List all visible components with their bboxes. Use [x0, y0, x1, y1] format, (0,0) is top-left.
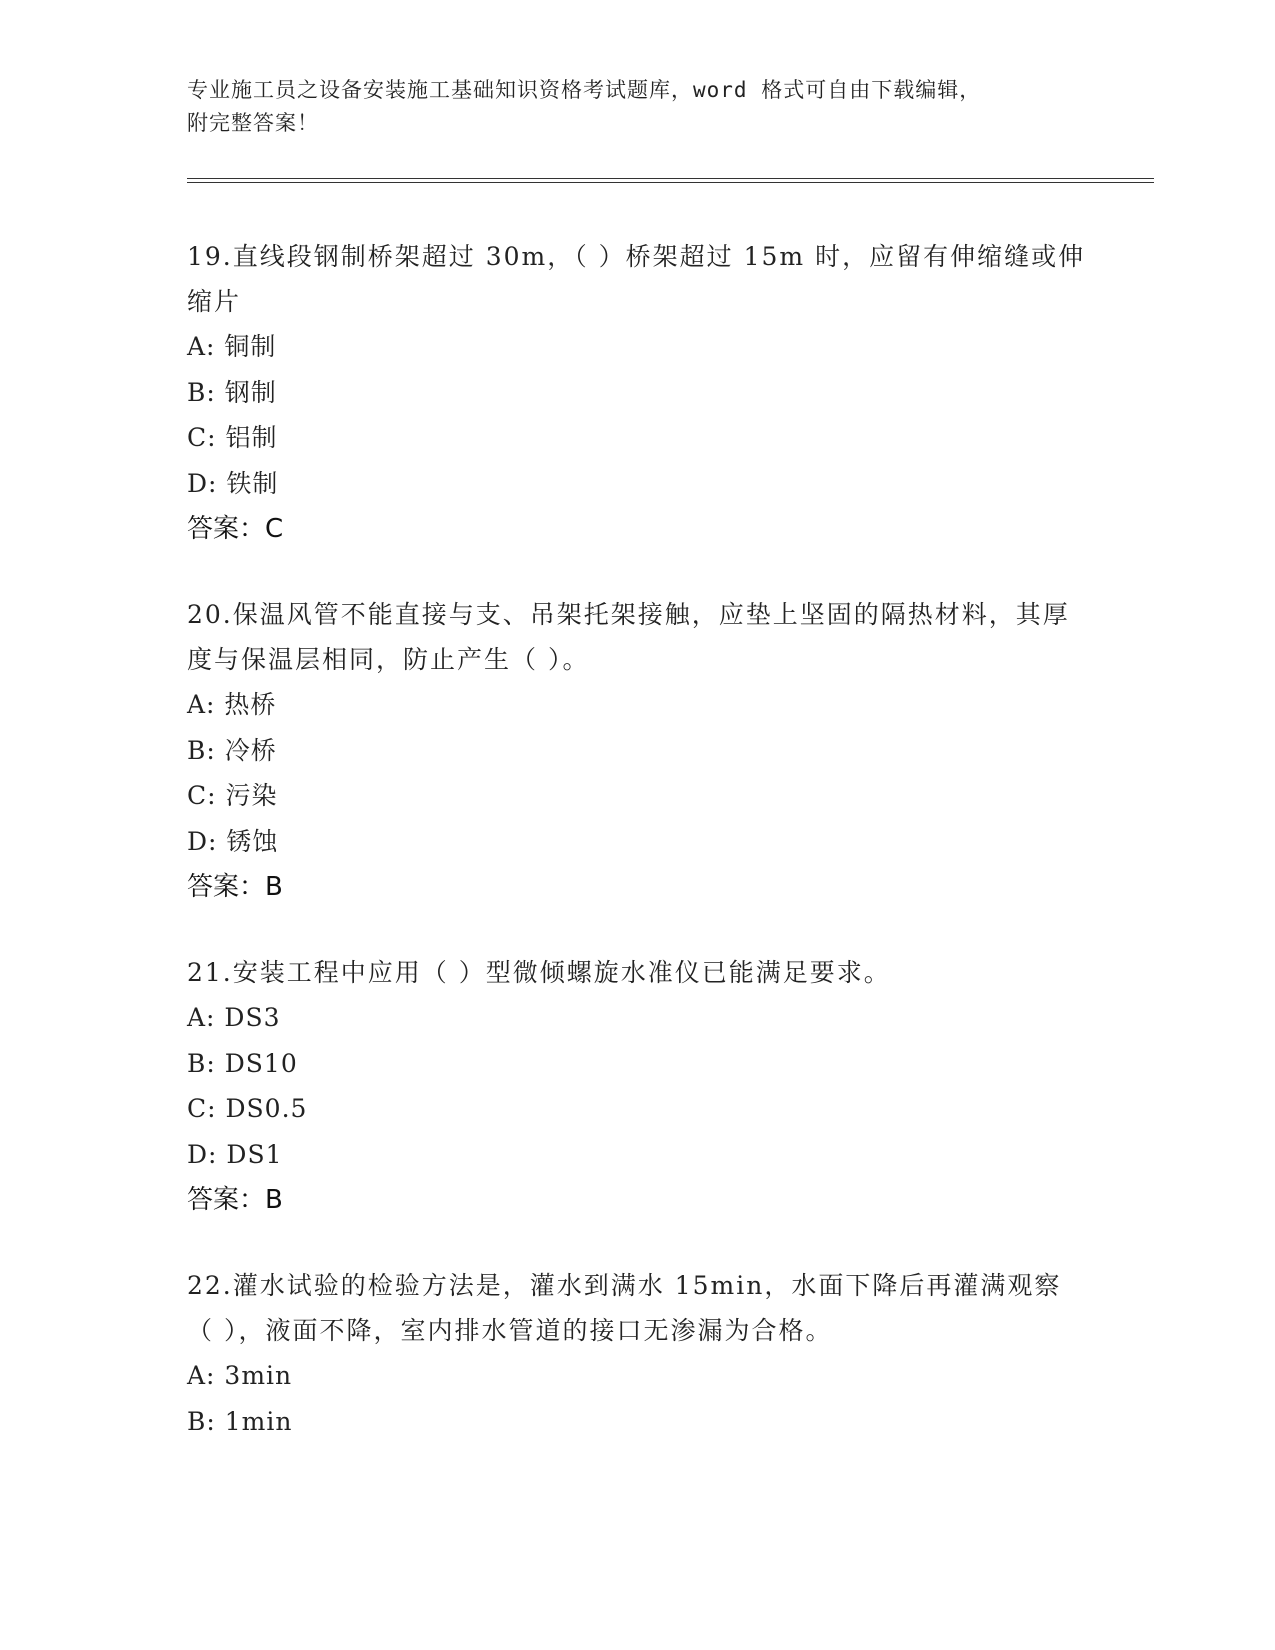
option-b: B: 冷桥: [187, 735, 277, 765]
question-20: [187, 592, 1087, 910]
option-b: B: 钢制: [187, 377, 277, 407]
document-header: [187, 74, 1087, 140]
question-22: [187, 1263, 1087, 1444]
option-c: C: DS0.5: [187, 1094, 308, 1123]
option-b: B: 1min: [187, 1406, 293, 1436]
option-c: C: 污染: [187, 781, 278, 810]
question-19: [187, 234, 1087, 552]
question-21: [187, 950, 1087, 1223]
option-d: D: 锈蚀: [187, 826, 279, 856]
option-d: D: DS1: [187, 1139, 283, 1169]
option-a: A: DS3: [187, 1003, 281, 1032]
question-text: 19.直线段钢制桥架超过 30m，（ ）桥架超过 15m 时，应留有伸缩缝或伸缩片: [187, 242, 1086, 316]
question-text: 21.安装工程中应用（ ）型微倾螺旋水准仪已能满足要求。: [187, 958, 891, 987]
question-text: 22.灌水试验的检验方法是，灌水到满水 15min，水面下降后再灌满观察（ ），液面不降，室内排水管道的接口无渗漏为合格。: [187, 1271, 1062, 1345]
option-a: A: 3min: [187, 1361, 293, 1390]
option-c: C: 铝制: [187, 423, 278, 452]
option-b: B: DS10: [187, 1048, 298, 1078]
header-line-2: 附完整答案！: [187, 111, 319, 135]
option-a: A: 热桥: [187, 690, 277, 719]
option-d: D: 铁制: [187, 468, 279, 498]
answer-label: 答案：B: [187, 1185, 283, 1215]
header-line-1: 专业施工员之设备安装施工基础知识资格考试题库，word 格式可自由下载编辑，: [187, 78, 982, 102]
answer-label: 答案：B: [187, 872, 283, 902]
option-a: A: 铜制: [187, 332, 277, 361]
question-text: 20.保温风管不能直接与支、吊架托架接触，应垫上坚固的隔热材料，其厚度与保温层相同，防止产生（ ）。: [187, 600, 1070, 674]
question-list: [187, 234, 1087, 1484]
answer-label: 答案：C: [187, 514, 284, 544]
header-divider: [187, 178, 1154, 183]
